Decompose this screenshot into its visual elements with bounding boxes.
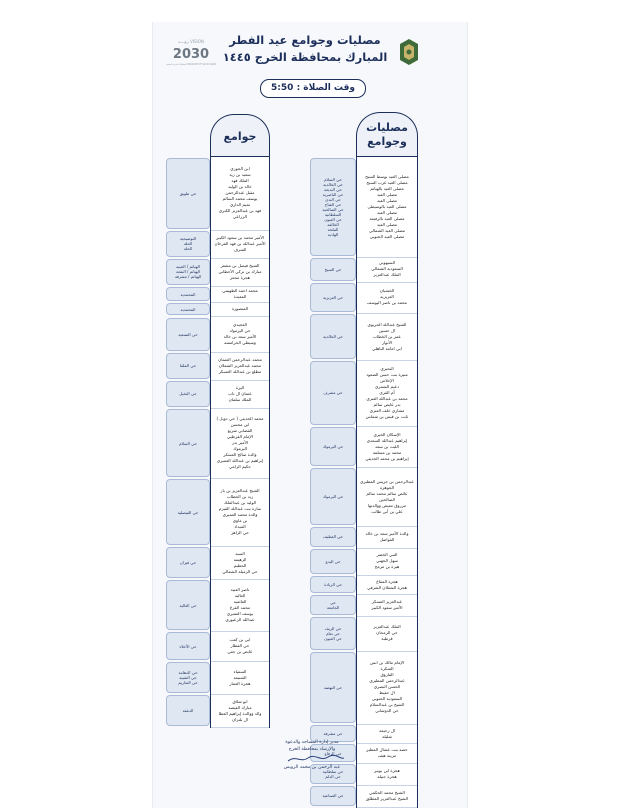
right-mosque-name: الفواضل xyxy=(379,536,395,542)
right-mosque-list xyxy=(357,594,417,616)
left-mosque-list xyxy=(211,258,269,286)
right-mosque-name: مصلى العيد بوسط السيح xyxy=(365,174,409,180)
right-row xyxy=(357,548,417,576)
right-mosque-name: مزينة هيف xyxy=(377,753,397,759)
right-mosque-name: العزيزية xyxy=(380,294,394,300)
left-mosque-name: محمد احمد الطهيمي xyxy=(222,288,258,294)
right-mosque-list xyxy=(357,616,417,650)
right-mosque-name: البحيري xyxy=(380,365,394,371)
left-district-tag: حي طويق xyxy=(166,158,210,229)
signature-icon xyxy=(286,754,346,764)
right-mosque-name: الإسكان الخيري xyxy=(373,431,401,437)
left-mosque-name: الشيخ فيصل بن مشعر xyxy=(220,262,260,268)
left-row xyxy=(211,230,269,259)
left-mosque-name: ابو شلاق xyxy=(232,698,248,704)
right-mosque-name: الخشبان xyxy=(379,288,395,294)
right-row xyxy=(357,313,417,360)
left-mosque-name: والدة صالح العسكر xyxy=(223,452,257,458)
left-row xyxy=(211,380,269,409)
right-mosque-name: الشيخ محمد الحكمي xyxy=(369,789,405,795)
left-row xyxy=(211,317,269,353)
right-mosque-list xyxy=(357,526,417,548)
right-column-header xyxy=(356,112,418,157)
right-mosque-name: مصلى العيد بالوسيطى xyxy=(367,204,407,210)
left-district-tag: حي العالية xyxy=(166,580,210,630)
right-mosque-list xyxy=(357,257,417,281)
left-mosque-name: والدة محمد العميري xyxy=(222,512,258,518)
left-row xyxy=(211,579,269,632)
footer-line-2: والإرشاد بمحافظة الخرج xyxy=(288,746,336,752)
title-line-1: مصليات وجوامع عيد الفطر xyxy=(229,33,381,47)
right-row xyxy=(357,743,417,764)
left-mosque-name: والد ووالدة إبراهيم العطا xyxy=(218,710,262,716)
right-mosque-name: مصلى العيد بالرفيعة xyxy=(369,216,405,222)
left-mosque-list xyxy=(211,546,269,579)
right-district-tag: حي السلام حي الخالدية حي البديعة حي الناصرية حي الندى حي الفتاح حي الصالحية السلطانية حي العيون الخالفة الملحة الهادية xyxy=(310,158,356,256)
left-row xyxy=(211,286,269,303)
left-mosque-name: الملك فهد xyxy=(231,178,249,184)
right-mosque-name: مصلى العيد الشمالي xyxy=(369,228,405,234)
right-mosque-list xyxy=(357,548,417,575)
right-mosque-list xyxy=(357,743,417,763)
left-mosque-name: سعيد بن زيد xyxy=(229,172,251,178)
left-mosque-name: المنصورة xyxy=(231,306,249,312)
left-mosque-name: ابن محسن xyxy=(230,422,250,428)
right-mosque-list xyxy=(357,575,417,595)
right-mosque-name: شليلة xyxy=(382,733,392,739)
left-mosque-name: مقبل عبدالرحمن xyxy=(225,190,255,196)
left-mosque-name: حي الزميلة الشمالي xyxy=(222,568,258,574)
footer-line-1: مدير إدارة المساجد والدعوة xyxy=(285,740,339,745)
right-mosque-name: بدر عايض سالم xyxy=(373,401,401,407)
right-mosque-name: ال حفيظ xyxy=(379,690,395,696)
right-mosque-list xyxy=(357,157,417,257)
left-mosque-list xyxy=(211,317,269,352)
left-mosque-name: الشيخ عبدالعزيز بن باز xyxy=(220,488,260,494)
right-district-tag: حي العزيزية xyxy=(310,283,356,313)
vision-2030-logo xyxy=(166,36,216,70)
right-row xyxy=(357,360,417,427)
right-mosque-list xyxy=(357,763,417,785)
right-mosque-name: ثابت بن قيس بن شماس xyxy=(365,413,409,419)
right-mosque-name: الملك عبدالعزيز xyxy=(373,624,401,630)
left-mosque-name: ناصر العبيد xyxy=(230,587,250,593)
left-district-tag: حي الصنعية xyxy=(166,318,210,351)
vision-label: رؤيـــة VISION xyxy=(178,39,204,44)
left-mosque-name: خالد بن الوليد xyxy=(228,184,252,190)
prayer-time-badge: وقت الصلاة : 5:50 xyxy=(260,79,366,98)
vision-year: 2030 xyxy=(172,47,210,62)
left-mosque-name: الزراعي xyxy=(233,214,247,220)
left-mosque-list xyxy=(211,286,269,302)
left-mosque-name: عثمان ال تاب xyxy=(228,390,252,396)
page-title xyxy=(220,32,390,66)
right-mosque-list xyxy=(357,426,417,468)
right-row xyxy=(357,467,417,527)
right-district-tag: حي الخالدية xyxy=(310,314,356,358)
left-row xyxy=(211,631,269,662)
left-mosque-name: محمد الحديثي ( حي دوبل ) xyxy=(216,416,264,422)
left-mosque-name: محمد عبدالرحمن العثمان xyxy=(218,356,262,362)
right-mosque-name: أم القرى xyxy=(379,389,395,395)
right-district-tag: حي الصناعية xyxy=(310,786,356,806)
right-mosque-name: الشكرة xyxy=(380,666,394,672)
left-mosque-list xyxy=(211,579,269,631)
left-mosque-list xyxy=(211,157,269,230)
left-mosque-name: حي القطار xyxy=(230,643,250,649)
right-mosque-name: محمد بن ناصر اليوسف xyxy=(367,300,407,306)
left-mosque-name: إبراهيم بن عبدالله العميري xyxy=(216,458,264,464)
right-mosque-name: الصالحين xyxy=(379,496,395,502)
left-row xyxy=(211,408,269,479)
right-district-tag: حي الجامعة xyxy=(310,595,356,615)
right-mosque-list xyxy=(357,360,417,426)
left-mosque-name: الحطيم xyxy=(233,562,247,568)
left-mosque-name: سارة بنت عبدالله القيزم xyxy=(218,506,262,512)
right-district-tag: حي النهضة xyxy=(310,652,356,723)
right-mosque-name: هيزة بن مرمح xyxy=(374,564,400,570)
right-district-tag: حي العطيف xyxy=(310,527,356,547)
right-mosque-name: مصلى العيد xyxy=(377,210,398,216)
right-mosque-name: حصة بنت عشال المطير xyxy=(366,747,408,753)
right-mosque-name: عبدالرحمن بن جريس المطيري xyxy=(360,478,414,484)
title-line-2: المبارك بمحافظة الخرج ١٤٤٥ xyxy=(222,50,388,64)
right-district-tag: حي مشرفة xyxy=(310,725,356,743)
right-mosque-name: الأنوار xyxy=(381,339,393,345)
left-district-tag: التوضيحية الحلة الحلة xyxy=(166,231,210,257)
right-mosque-list xyxy=(357,282,417,314)
right-mosque-name: ال حسين xyxy=(378,327,396,333)
right-mosque-name: عبدالعزيز العسكر xyxy=(371,599,403,605)
right-mosque-name: السعودية الجنوبي xyxy=(371,696,403,702)
left-row xyxy=(211,157,269,231)
left-mosque-list xyxy=(211,631,269,661)
right-mosque-name: ال رحيمه xyxy=(378,727,396,733)
right-mosque-name: حي الرمحان xyxy=(376,630,398,636)
left-mosque-name: ابي بن كعب xyxy=(229,637,251,643)
left-mosque-name: ال بلتزان xyxy=(232,716,248,722)
left-mosque-name: القضاني شريع xyxy=(227,428,253,434)
left-mosque-name: هجرة العمار xyxy=(229,680,251,686)
left-mosque-name: الأمير بدر xyxy=(231,440,249,446)
right-column-title-1: مصليات xyxy=(366,121,408,134)
left-mosque-name: الوليد بن عبدالملك xyxy=(223,500,257,506)
left-mosque-name: محمد القرع xyxy=(229,605,251,611)
left-district-tag: الدغفة xyxy=(166,695,210,726)
vision-country: المملكة العربية السعودية KINGDOM OF SAUDI ARABIA xyxy=(166,63,216,66)
left-column-header xyxy=(210,114,270,157)
left-mosque-name: الملك سلمان xyxy=(228,396,252,402)
left-row xyxy=(211,661,269,695)
right-mosque-name: السعودية الشمالي xyxy=(371,266,403,272)
left-district-tag: حي النخيل xyxy=(166,381,210,407)
ministry-emblem-icon xyxy=(398,38,420,66)
right-mosque-name: حي الدوشاني xyxy=(375,708,399,714)
right-row xyxy=(357,426,417,469)
right-mosque-name: الفاروق xyxy=(380,672,394,678)
right-mosque-name: دعيم الشمري xyxy=(375,383,399,389)
left-mosque-name: الإمام القرطبي xyxy=(227,434,253,440)
right-district-tag: حي الرفاع xyxy=(310,744,356,762)
left-mosque-list xyxy=(211,478,269,546)
right-mosque-name: عمر بن الخطاب xyxy=(372,333,402,339)
right-mosque-name: الإخلاص xyxy=(380,377,394,383)
right-mosque-list xyxy=(357,724,417,744)
right-mosque-name: مصلى العيد xyxy=(377,222,398,228)
left-column-title: جوامع xyxy=(223,129,257,143)
left-mosque-name: اليرموك xyxy=(233,446,247,452)
left-row xyxy=(211,546,269,580)
right-district-tag: حي البدع xyxy=(310,549,356,574)
left-mosque-name: فهد بن عبدالعزيز الكنري xyxy=(218,208,262,214)
left-mosque-name: ابن الجوزي xyxy=(230,166,250,172)
right-mosque-name: مصلى العيد غرب السيح xyxy=(366,180,408,186)
left-mosque-name: تميم الداري xyxy=(229,202,251,208)
right-mosque-name: مصلى العيد xyxy=(377,198,398,204)
left-row xyxy=(211,478,269,547)
left-mosque-name: مبارك بن تركي الأحطاني xyxy=(218,268,262,274)
right-mosque-list xyxy=(357,313,417,359)
left-row xyxy=(211,302,269,317)
right-mosque-name: هجرة ابن بويير xyxy=(374,767,400,773)
right-mosque-name: الأمير سعود الكبير xyxy=(371,605,403,611)
right-row xyxy=(357,594,417,617)
right-district-tag: حي الزيادة xyxy=(310,576,356,594)
left-mosque-name: وسيطي الخرامشة xyxy=(224,340,256,346)
left-mosque-name: يوسف العميري xyxy=(226,611,254,617)
left-mosque-name: هجرة مجعر xyxy=(229,274,251,280)
right-district-tag: حي اليرموك xyxy=(310,468,356,525)
left-mosque-name: عبدالله الزعيوري xyxy=(225,617,255,623)
left-mosque-name: حي الزاهر xyxy=(231,530,249,536)
right-mosque-name: هجرة جبيلة xyxy=(377,773,397,779)
left-mosque-name: زيد بن الخطاب xyxy=(226,494,254,500)
left-row xyxy=(211,694,269,728)
left-district-tag: المحمدية xyxy=(166,303,210,315)
left-row xyxy=(211,352,269,381)
left-mosque-list xyxy=(211,408,269,478)
left-mosque-name: يوسف محمد السالم xyxy=(222,196,258,202)
right-mosque-name: مشاري خلف العنزي xyxy=(369,407,405,413)
right-mosque-name: الملك عبدالعزيز xyxy=(373,272,401,278)
right-row xyxy=(357,157,417,258)
left-mosque-name: مطلع بن عبدالله العسكر xyxy=(218,368,262,374)
right-mosque-name: قرطبة xyxy=(381,636,393,642)
right-district-tag: حي السيح xyxy=(310,258,356,280)
left-district-tag: حي الفيصلية xyxy=(166,479,210,545)
right-row xyxy=(357,785,417,808)
right-mosque-name: علي بن أبي طالب xyxy=(371,508,403,514)
left-mosque-name: الميداد xyxy=(234,524,246,530)
right-mosque-name: الجوهرة xyxy=(379,484,395,490)
right-mosque-name: الإمام مالك بن انس xyxy=(370,660,405,666)
left-mosque-name: السيد xyxy=(235,550,245,556)
right-mosque-name: الليث بن سعد xyxy=(375,443,399,449)
left-mosque-name: الأمير عبدالله بن فهد الفرحان xyxy=(214,240,266,246)
footer-name: عبد الرحمن بن محمد الرويس xyxy=(283,765,341,770)
right-mosque-name: محمد بن مسلمة xyxy=(372,449,402,455)
left-mosque-name: الأمير سعد بن خالد xyxy=(223,334,257,340)
right-mosque-name: هجرة الشعلان الشرقي xyxy=(367,584,407,590)
right-mosque-name: عبدالرحمن المطيري xyxy=(369,678,405,684)
left-mosque-name: الأمير محمد بن سعود الكبير xyxy=(216,234,264,240)
right-mosque-name: السبهوني xyxy=(378,260,396,266)
right-mosque-name: سهل الجهني xyxy=(376,558,398,564)
left-mosque-name: الشنيعة xyxy=(233,674,247,680)
right-row xyxy=(357,257,417,282)
right-district-tag: حي الريف حي نعام حي العيون xyxy=(310,617,356,649)
right-mosque-name: مصلى العيد xyxy=(377,192,398,198)
left-mosque-name: الشرف xyxy=(233,246,247,252)
left-district-tag: المحمدية xyxy=(166,287,210,301)
right-mosque-name: والدة الأمير سعد بن خالد xyxy=(365,530,409,536)
right-mosque-name: مصلى العيد الجنوبي xyxy=(369,234,405,240)
left-column-body xyxy=(210,156,270,728)
left-mosque-name: بن ماوي xyxy=(232,518,248,524)
left-mosque-name: مبارك الفيصه xyxy=(228,704,252,710)
left-district-tag: حي الأخلاء xyxy=(166,632,210,660)
right-mosque-list xyxy=(357,785,417,807)
right-column-body xyxy=(356,156,418,808)
right-district-tag: حي سلطانية حي الدلم xyxy=(310,764,356,784)
right-row xyxy=(357,575,417,596)
right-mosque-name: عائض سالم محمد سالم xyxy=(366,490,408,496)
left-mosque-name: اليرة xyxy=(235,384,245,390)
right-mosque-name: ابي امامة الباهلي xyxy=(372,345,402,351)
left-district-tag: الهياثم / الجبيه الهياثم / النقعة الهياثم / مشرفة xyxy=(166,259,210,285)
left-mosque-name: محمد عبدالعزيز الشعلان xyxy=(218,362,262,368)
right-mosque-name: هجرة المقاع xyxy=(376,578,398,584)
left-mosque-name: العالية xyxy=(234,593,246,599)
right-mosque-name: مرزوق معيض ووالدتها xyxy=(367,502,407,508)
right-column-title-2: وجوامع xyxy=(367,135,407,148)
left-mosque-name: العجيدي xyxy=(233,322,247,328)
left-mosque-list xyxy=(211,302,269,316)
right-mosque-name: الشيخ عبدالعزيز المطلق xyxy=(365,795,409,801)
right-row xyxy=(357,282,417,315)
right-mosque-name: محمد بن عبدالله العنزي xyxy=(366,395,408,401)
right-mosque-list xyxy=(357,467,417,526)
right-mosque-name: النبي الخضر xyxy=(376,552,398,558)
right-mosque-name: منيرة بنت حسن الصعود xyxy=(366,371,408,377)
right-mosque-name: الشيخ عبدالله الجريوي xyxy=(367,321,407,327)
left-mosque-name: المعيدة xyxy=(233,294,247,300)
right-row xyxy=(357,526,417,549)
left-district-tag: حي فيزان xyxy=(166,547,210,578)
left-mosque-list xyxy=(211,661,269,694)
left-mosque-name: حي اليرموك xyxy=(229,328,251,334)
left-district-tag: حي الملقا xyxy=(166,353,210,379)
right-mosque-name: الشيخ بن عبدالسلام xyxy=(369,702,405,708)
right-row xyxy=(357,651,417,725)
right-row xyxy=(357,724,417,745)
left-mosque-name: العائمية xyxy=(233,599,247,605)
right-mosque-name: إبراهيم بن محمد الحديثي xyxy=(365,455,409,461)
right-mosque-list xyxy=(357,651,417,724)
left-mosque-list xyxy=(211,380,269,408)
right-mosque-name: مصلى العيد بالهياثم xyxy=(370,186,404,192)
right-mosque-name: إبراهيم عبدالله السعدي xyxy=(366,437,408,443)
left-mosque-name: السفياء xyxy=(233,668,247,674)
left-mosque-list xyxy=(211,694,269,727)
right-row xyxy=(357,616,417,651)
right-district-tag: حي مشرف xyxy=(310,361,356,425)
left-mosque-name: حكيم الزامي xyxy=(229,464,251,470)
left-district-tag: حي السلام xyxy=(166,409,210,477)
right-row xyxy=(357,763,417,786)
left-mosque-name: الزهيمة xyxy=(233,556,247,562)
left-mosque-list xyxy=(211,352,269,380)
left-mosque-name: عايض بن جعي xyxy=(227,649,253,655)
right-district-tag: حي اليرموك xyxy=(310,427,356,467)
left-mosque-list xyxy=(211,230,269,258)
right-mosque-name: الحسن البصري xyxy=(373,684,401,690)
left-row xyxy=(211,258,269,287)
left-district-tag: حي الدهامة حي الشيبه حي النعاريم xyxy=(166,662,210,693)
